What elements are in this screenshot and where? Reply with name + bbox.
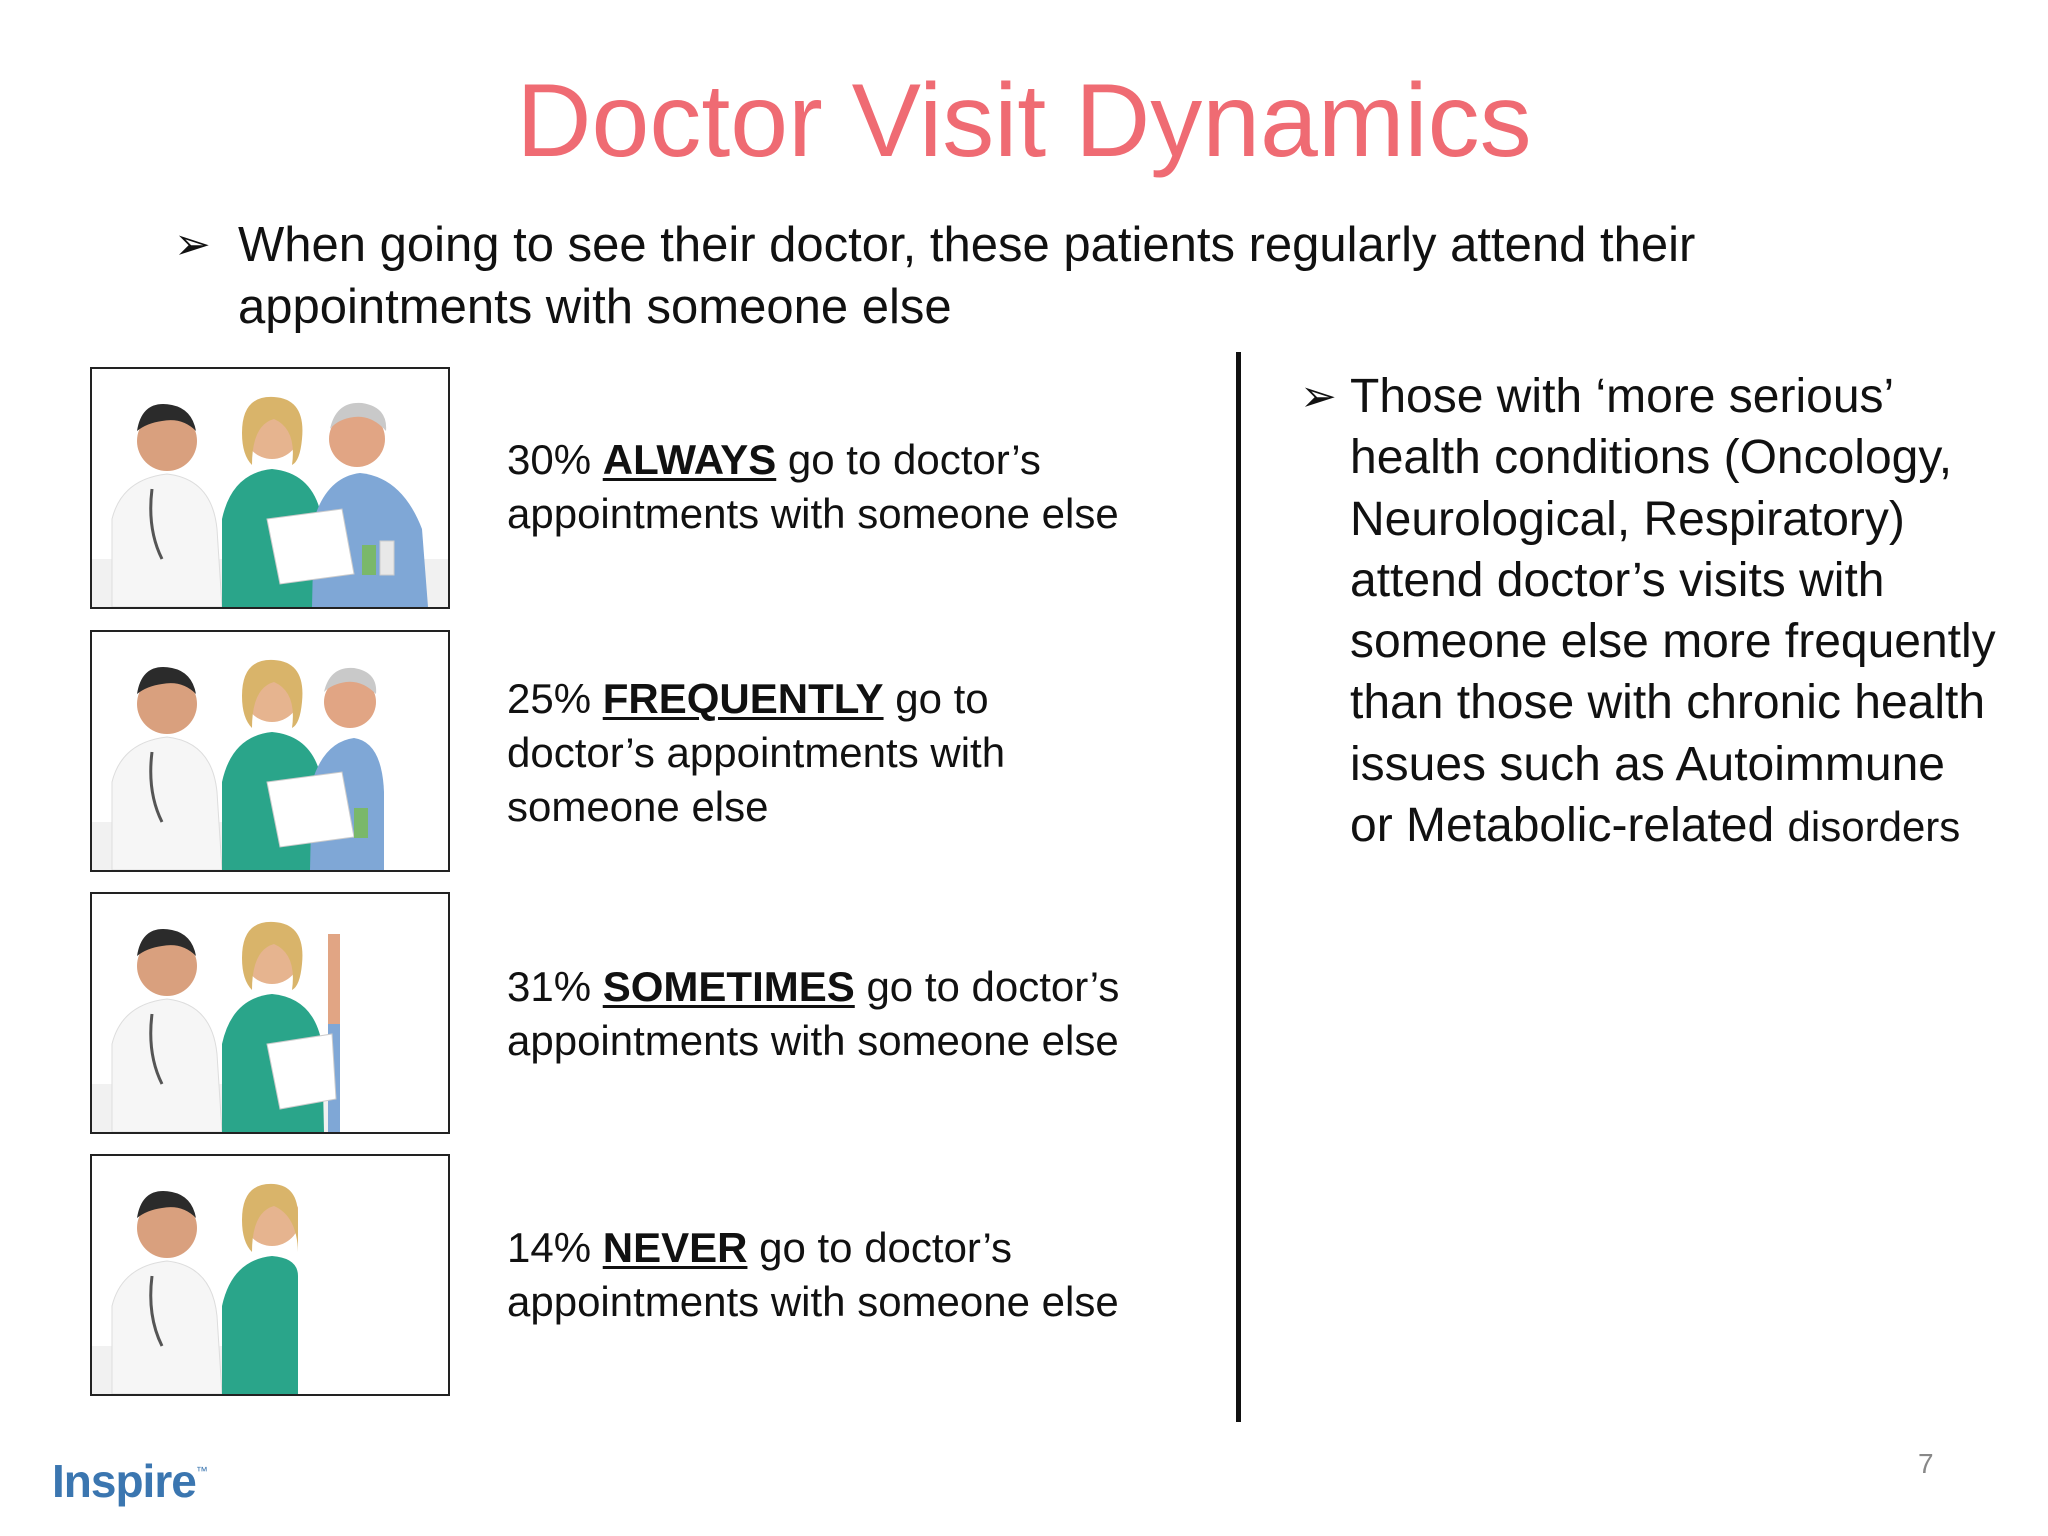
page-number: 7 <box>1918 1448 1934 1479</box>
inspire-logo <box>52 1438 208 1508</box>
stat-always <box>507 433 1227 541</box>
stat-rest: go to doctor’s appointments with someone else <box>507 675 1006 830</box>
arrow-bullet-icon: ➢ <box>1300 372 1337 421</box>
slide-title: Doctor Visit Dynamics <box>516 63 1532 179</box>
stat-frequently <box>507 672 1067 834</box>
photo-illustration <box>92 632 448 870</box>
stat-rest: go to doctor’s appointments with someone else <box>507 963 1120 1064</box>
stat-never <box>507 1221 1227 1329</box>
stat-percent: 25% <box>507 675 592 722</box>
stat-rest: go to doctor’s appointments with someone else <box>507 436 1119 537</box>
stat-keyword: FREQUENTLY <box>602 675 884 722</box>
doctor-patient-photo-4 <box>90 1154 450 1396</box>
doctor-patient-photo-3 <box>90 892 450 1134</box>
stat-percent: 31% <box>507 963 592 1010</box>
stat-keyword: NEVER <box>602 1224 748 1271</box>
doctor-patient-photo-1 <box>90 367 450 609</box>
side-bullet-tail: disorders <box>1787 803 1961 851</box>
intro-bullet <box>178 214 1818 338</box>
stat-sometimes <box>507 960 1227 1068</box>
stat-keyword: SOMETIMES <box>602 963 855 1010</box>
stat-percent: 14% <box>507 1224 592 1271</box>
photo-illustration <box>92 369 448 607</box>
stat-percent: 30% <box>507 436 592 483</box>
side-bullet <box>1350 366 2000 857</box>
photo-illustration <box>92 894 448 1132</box>
arrow-bullet-icon: ➢ <box>174 220 211 269</box>
side-bullet-text: Those with ‘more serious’ health conditions (Oncology, Neurological, Respiratory) attend doctor’s visits with someone else more frequently than those with chronic health issues such as Autoimmune or Metabolic-related <box>1350 370 1996 853</box>
stat-rest: go to doctor’s appointments with someone else <box>507 1224 1119 1325</box>
stat-keyword: ALWAYS <box>602 436 777 483</box>
photo-illustration <box>92 1156 448 1394</box>
doctor-patient-photo-2 <box>90 630 450 872</box>
logo-trademark: ™ <box>195 1464 208 1478</box>
logo-text: Inspire <box>52 1455 196 1507</box>
intro-bullet-text: When going to see their doctor, these patients regularly attend their appointments with someone else <box>238 218 1696 334</box>
vertical-divider <box>1236 352 1241 1422</box>
